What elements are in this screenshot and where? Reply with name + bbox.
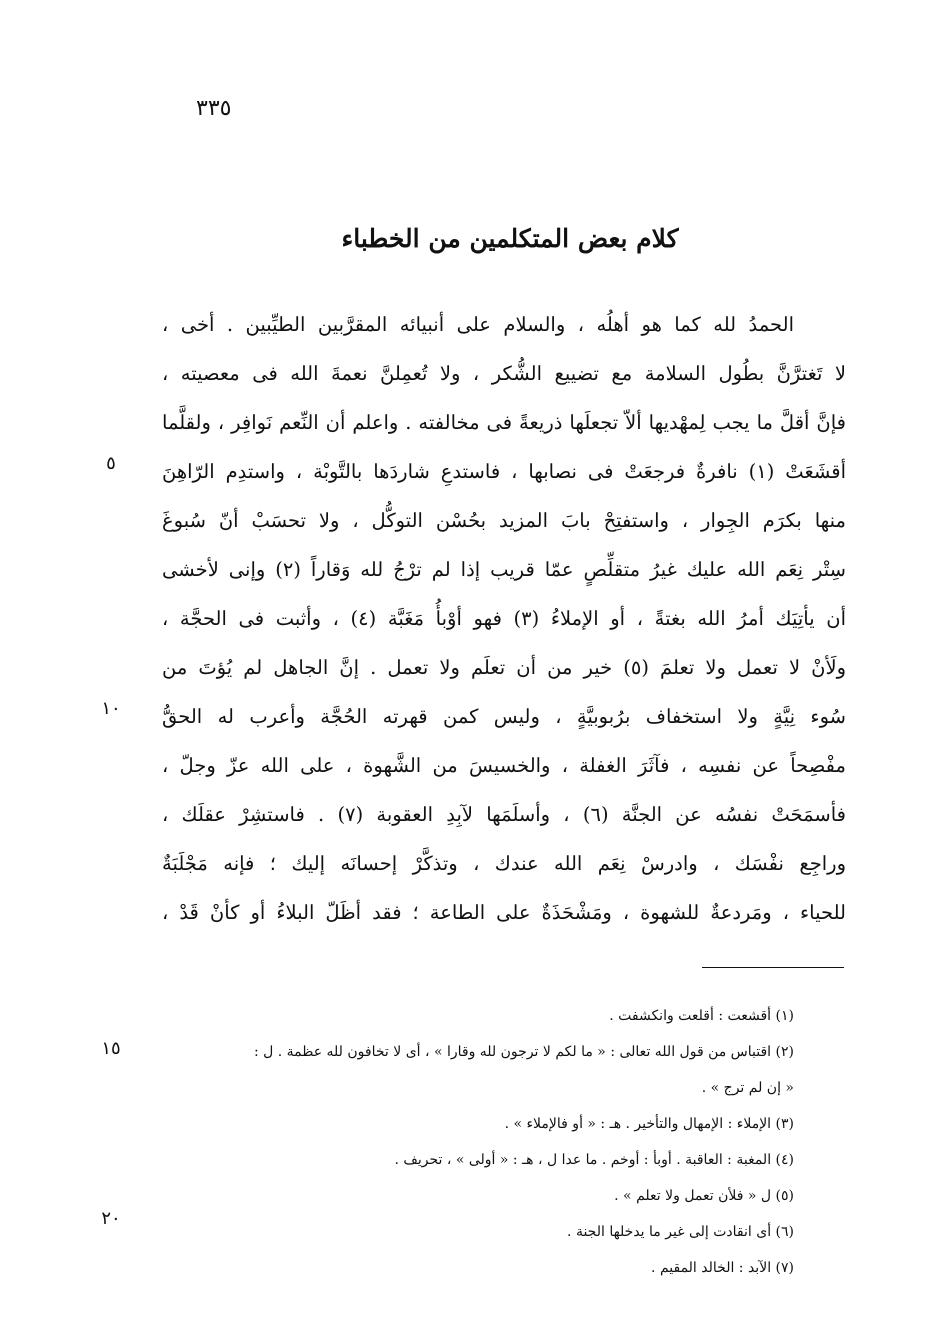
body-line: الحمدُ لله كما هو أهلُه ، والسلام على أنبيائه المقرَّبين الطيِّبين . أخى ،: [162, 313, 794, 336]
margin-line-number: ٥: [106, 453, 116, 474]
footnote: (٥) ل « فلأن تعمل ولا تعلم » .: [614, 1188, 794, 1204]
footnote: (٣) الإملاء : الإمهال والتأخير . هـ : « أو فالإملاء » .: [504, 1116, 794, 1132]
footnote: (٤) المغبة : العاقبة . أوبأ : أوخم . ما عدا ل ، هـ : « أولى » ، تحريف .: [394, 1152, 794, 1168]
margin-line-number: ١٠: [101, 698, 121, 719]
body-line: سُوء نِيَّةٍ ولا استخفاف برُبوبيَّةٍ ، وليس كمن قهرته الحُجَّة وأعرب له الحقُّ: [162, 705, 846, 728]
margin-line-number: ٢٠: [101, 1208, 121, 1229]
chapter-title: كلام بعض المتكلمين من الخطباء: [341, 224, 679, 253]
footnote: (١) أقشعت : أقلعت وانكشفت .: [609, 1008, 794, 1024]
body-line: سِتْر نِعَم الله عليك غيرُ متقلِّصٍ عمّا قريب إذا لم ترْجُ لله وَقاراً (٢) وإنى لأخشى: [162, 558, 846, 581]
body-line: للحياء ، ومَردعةٌ للشهوة ، ومَشْحَذَةٌ على الطاعة ؛ فقد أظَلّ البلاءُ أو كأنْ قَدْ ،: [162, 901, 846, 924]
body-line: أن يأتِيَك أمرُ الله بغتةً ، أو الإملاءُ (٣) فهو أوْبأُ مَغَبَّة (٤) ، وأثبت فى الحجَّة ،: [162, 607, 846, 630]
footnote: (٢) اقتباس من قول الله تعالى : « ما لكم لا ترجون لله وقارا » ، أى لا تخافون لله عظمة . ل :: [253, 1044, 794, 1060]
margin-line-number: ١٥: [101, 1038, 121, 1059]
footnote: (٧) الآبد : الخالد المقيم .: [651, 1260, 794, 1276]
body-text: [162, 300, 846, 937]
body-line: مفْصِحاً عن نفسِه ، فآثَرَ الغفلة ، والخسيسَ من الشَّهوة ، على الله عزّ وجلّ ،: [162, 754, 846, 777]
body-line: ولَأنْ لا تعمل ولا تعلمَ (٥) خير من أن تعلَم ولا تعمل . إنَّ الجاهل لم يُؤتَ من: [162, 656, 846, 679]
body-line: منها بكرَم الجِوار ، واستفتِحْ بابَ المزيد بحُسْن التوكُّل ، ولا تحسَبْ أنّ سُبوغَ: [162, 509, 846, 532]
footnote-separator: [702, 967, 844, 968]
footnotes: [160, 998, 794, 1286]
body-line: أقشَعَتْ (١) نافرةٌ فرجعَتْ فى نصابها ، فاستدعِ شاردَها بالتَّوبْة ، واستدِم الرّاهِنَ: [162, 460, 846, 483]
footnote: (٦) أى انقادت إلى غير ما يدخلها الجنة .: [567, 1224, 794, 1240]
footnote-continuation: « إن لم ترج » .: [701, 1080, 794, 1096]
body-line: لا تَغترَّنَّ بطُول السلامة مع تضييع الشُّكر ، ولا تُعمِلنَّ نعمةَ الله فى معصيته ،: [162, 362, 846, 385]
page-number: ٣٣٥: [196, 96, 232, 121]
body-line: وراجِع نفْسَك ، وادرسْ نِعَم الله عندك ، وتذكَّرْ إحسانَه إليك ؛ فإنه مَجْلَبَةٌ: [162, 852, 846, 875]
body-line: فإنَّ أقلَّ ما يجب لِمهْديها ألاّ تجعلَها ذريعةً فى مخالفته . واعلم أن النِّعم نَوافِر ، ولقلَّما: [162, 411, 846, 434]
body-line: فأسمَحَتْ نفسُه عن الجنَّة (٦) ، وأسلَمَها لآبِدِ العقوبة (٧) . فاستشِرْ عقلَك ،: [162, 803, 846, 826]
